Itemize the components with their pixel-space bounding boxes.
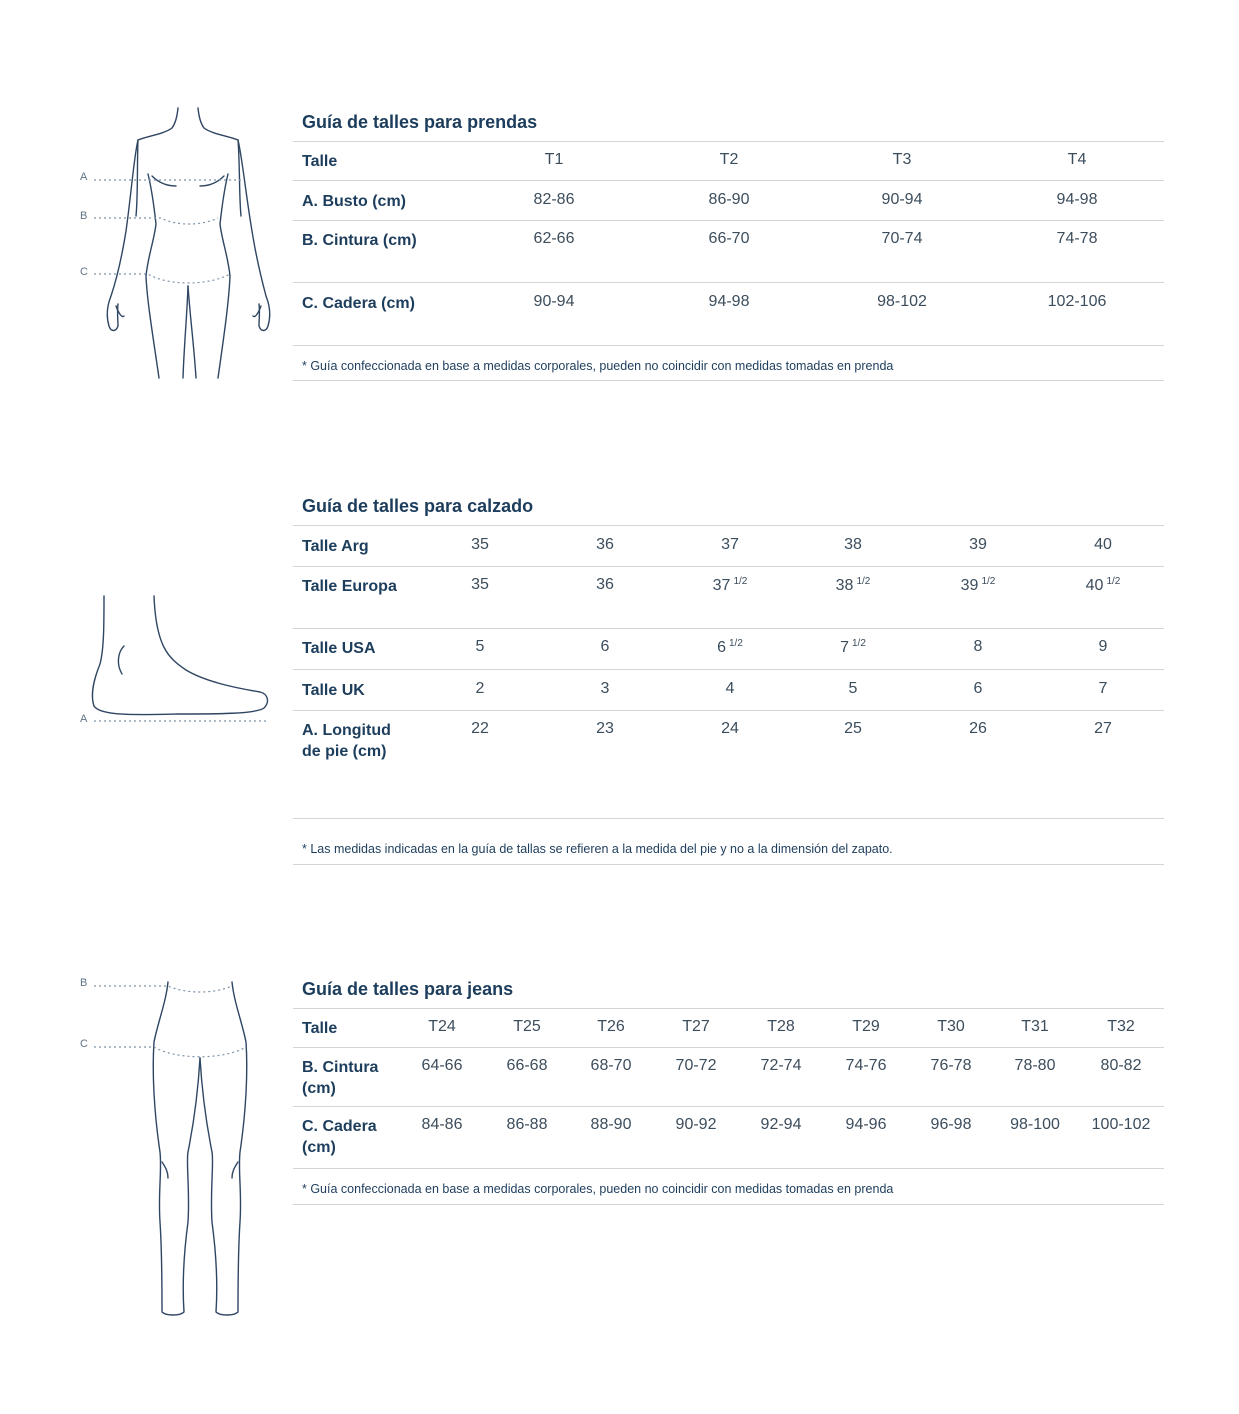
garments-cell: 98-102 (877, 293, 927, 310)
jeans-cell: 66-68 (506, 1057, 548, 1074)
shoes-row-label: Talle Arg (302, 538, 369, 555)
figure-label-c: C (80, 1038, 88, 1050)
shoes-cell: 40 (1094, 536, 1112, 553)
garments-row-label: B. Cintura (cm) (302, 232, 417, 249)
divider (293, 1106, 1164, 1107)
shoes-cell: 36 (596, 536, 614, 553)
shoes-cell: 37 $^{1/2}$ (712, 576, 748, 594)
divider (293, 141, 1164, 142)
jeans-cell: 92-94 (760, 1116, 802, 1133)
jeans-cell: 100-102 (1091, 1116, 1151, 1133)
jeans-size: T24 (428, 1018, 456, 1035)
garments-row-label: C. Cadera (cm) (302, 295, 415, 312)
garments-title: Guía de talles para prendas (302, 112, 538, 132)
garments-cell: 66-70 (708, 230, 750, 247)
divider (293, 282, 1164, 283)
garments-cell: 90-94 (533, 293, 575, 310)
jeans-cell: 72-74 (760, 1057, 802, 1074)
jeans-cell: 96-98 (930, 1116, 972, 1133)
divider (293, 345, 1164, 346)
shoes-cell: 35 (471, 576, 489, 593)
jeans-header-label: Talle (302, 1020, 338, 1037)
jeans-note: * Guía confeccionada en base a medidas corporales, pueden no coincidir con medidas tomadas en prenda (302, 1182, 894, 1196)
garments-row-label: A. Busto (cm) (302, 193, 406, 210)
divider (293, 1168, 1164, 1169)
jeans-cell: 98-100 (1010, 1116, 1060, 1133)
garments-cell: 94-98 (1056, 191, 1098, 208)
jeans-cell: 84-86 (421, 1116, 463, 1133)
shoes-row-label: Talle Europa (302, 578, 397, 595)
foot-figure-icon (76, 594, 276, 734)
shoes-cell: 36 (596, 576, 614, 593)
divider (293, 1047, 1164, 1048)
figure-label-c: C (80, 266, 88, 278)
shoes-row-label: A. Longitud de pie (cm) (302, 722, 391, 760)
jeans-title: Guía de talles para jeans (302, 979, 514, 999)
shoes-cell: 37 (721, 536, 739, 553)
garments-cell: 90-94 (881, 191, 923, 208)
jeans-cell: 80-82 (1100, 1057, 1142, 1074)
jeans-cell: 70-72 (675, 1057, 717, 1074)
garments-size-t2: T2 (719, 151, 739, 168)
jeans-cell: 68-70 (590, 1057, 632, 1074)
shoes-cell: 38 (844, 536, 862, 553)
shoes-cell: 2 (475, 680, 485, 697)
shoes-cell: 7 $^{1/2}$ (840, 638, 866, 656)
jeans-cell: 90-92 (675, 1116, 717, 1133)
garments-cell: 62-66 (533, 230, 575, 247)
shoes-cell: 5 (848, 680, 858, 697)
garments-cell: 86-90 (708, 191, 750, 208)
shoes-cell: 7 (1098, 680, 1108, 697)
shoes-row-label: Talle USA (302, 640, 376, 657)
divider (293, 628, 1164, 629)
garments-cell: 74-78 (1056, 230, 1098, 247)
shoes-cell: 5 (475, 638, 485, 655)
jeans-cell: 76-78 (930, 1057, 972, 1074)
divider (293, 180, 1164, 181)
jeans-size: T31 (1021, 1018, 1049, 1035)
garments-size-t1: T1 (544, 151, 564, 168)
body-figure-icon (76, 106, 276, 386)
shoes-cell: 26 (969, 720, 987, 737)
jeans-size: T27 (682, 1018, 710, 1035)
divider (293, 220, 1164, 221)
divider (293, 380, 1164, 381)
divider (293, 669, 1164, 670)
garments-cell: 94-98 (708, 293, 750, 310)
jeans-row-label: B. Cintura (cm) (302, 1059, 379, 1097)
shoes-cell: 9 (1098, 638, 1108, 655)
figure-label-b: B (80, 977, 88, 989)
divider (293, 818, 1164, 819)
divider (293, 1008, 1164, 1009)
jeans-cell: 86-88 (506, 1116, 548, 1133)
jeans-size: T29 (852, 1018, 880, 1035)
shoes-cell: 3 (600, 680, 610, 697)
shoes-cell: 27 (1094, 720, 1112, 737)
divider (293, 710, 1164, 711)
divider (293, 525, 1164, 526)
shoes-cell: 6 (973, 680, 983, 697)
shoes-cell: 38 $^{1/2}$ (835, 576, 871, 594)
garments-note: * Guía confeccionada en base a medidas corporales, pueden no coincidir con medidas tomadas en prenda (302, 359, 894, 373)
jeans-size: T30 (937, 1018, 965, 1035)
shoes-row-label: Talle UK (302, 682, 365, 699)
shoes-cell: 25 (844, 720, 862, 737)
jeans-cell: 64-66 (421, 1057, 463, 1074)
shoes-cell: 35 (471, 536, 489, 553)
shoes-cell: 39 (969, 536, 987, 553)
jeans-cell: 88-90 (590, 1116, 632, 1133)
shoes-note: * Las medidas indicadas en la guía de tallas se refieren a la medida del pie y no a la dimensión del zapato. (302, 842, 893, 856)
garments-cell: 70-74 (881, 230, 923, 247)
shoes-cell: 39 $^{1/2}$ (960, 576, 996, 594)
jeans-size: T26 (597, 1018, 625, 1035)
shoes-cell: 22 (471, 720, 489, 737)
jeans-row-label: C. Cadera (cm) (302, 1118, 377, 1156)
jeans-size: T32 (1107, 1018, 1135, 1035)
garments-header-label: Talle (302, 153, 338, 170)
jeans-size: T25 (513, 1018, 541, 1035)
figure-label-a: A (80, 713, 88, 725)
shoes-title: Guía de talles para calzado (302, 496, 534, 516)
garments-cell: 82-86 (533, 191, 575, 208)
figure-label-b: B (80, 210, 88, 222)
shoes-cell: 24 (721, 720, 739, 737)
shoes-cell: 8 (973, 638, 983, 655)
shoes-cell: 6 $^{1/2}$ (717, 638, 743, 656)
divider (293, 566, 1164, 567)
shoes-cell: 6 (600, 638, 610, 655)
shoes-cell: 23 (596, 720, 614, 737)
divider (293, 1204, 1164, 1205)
garments-size-t4: T4 (1067, 151, 1087, 168)
garments-cell: 102-106 (1047, 293, 1107, 310)
shoes-cell: 40 $^{1/2}$ (1085, 576, 1121, 594)
legs-figure-icon (76, 972, 276, 1332)
figure-label-a: A (80, 171, 88, 183)
jeans-cell: 78-80 (1014, 1057, 1056, 1074)
garments-size-t3: T3 (892, 151, 912, 168)
jeans-cell: 94-96 (845, 1116, 887, 1133)
jeans-size: T28 (767, 1018, 795, 1035)
shoes-cell: 4 (725, 680, 735, 697)
jeans-cell: 74-76 (845, 1057, 887, 1074)
divider (293, 864, 1164, 865)
